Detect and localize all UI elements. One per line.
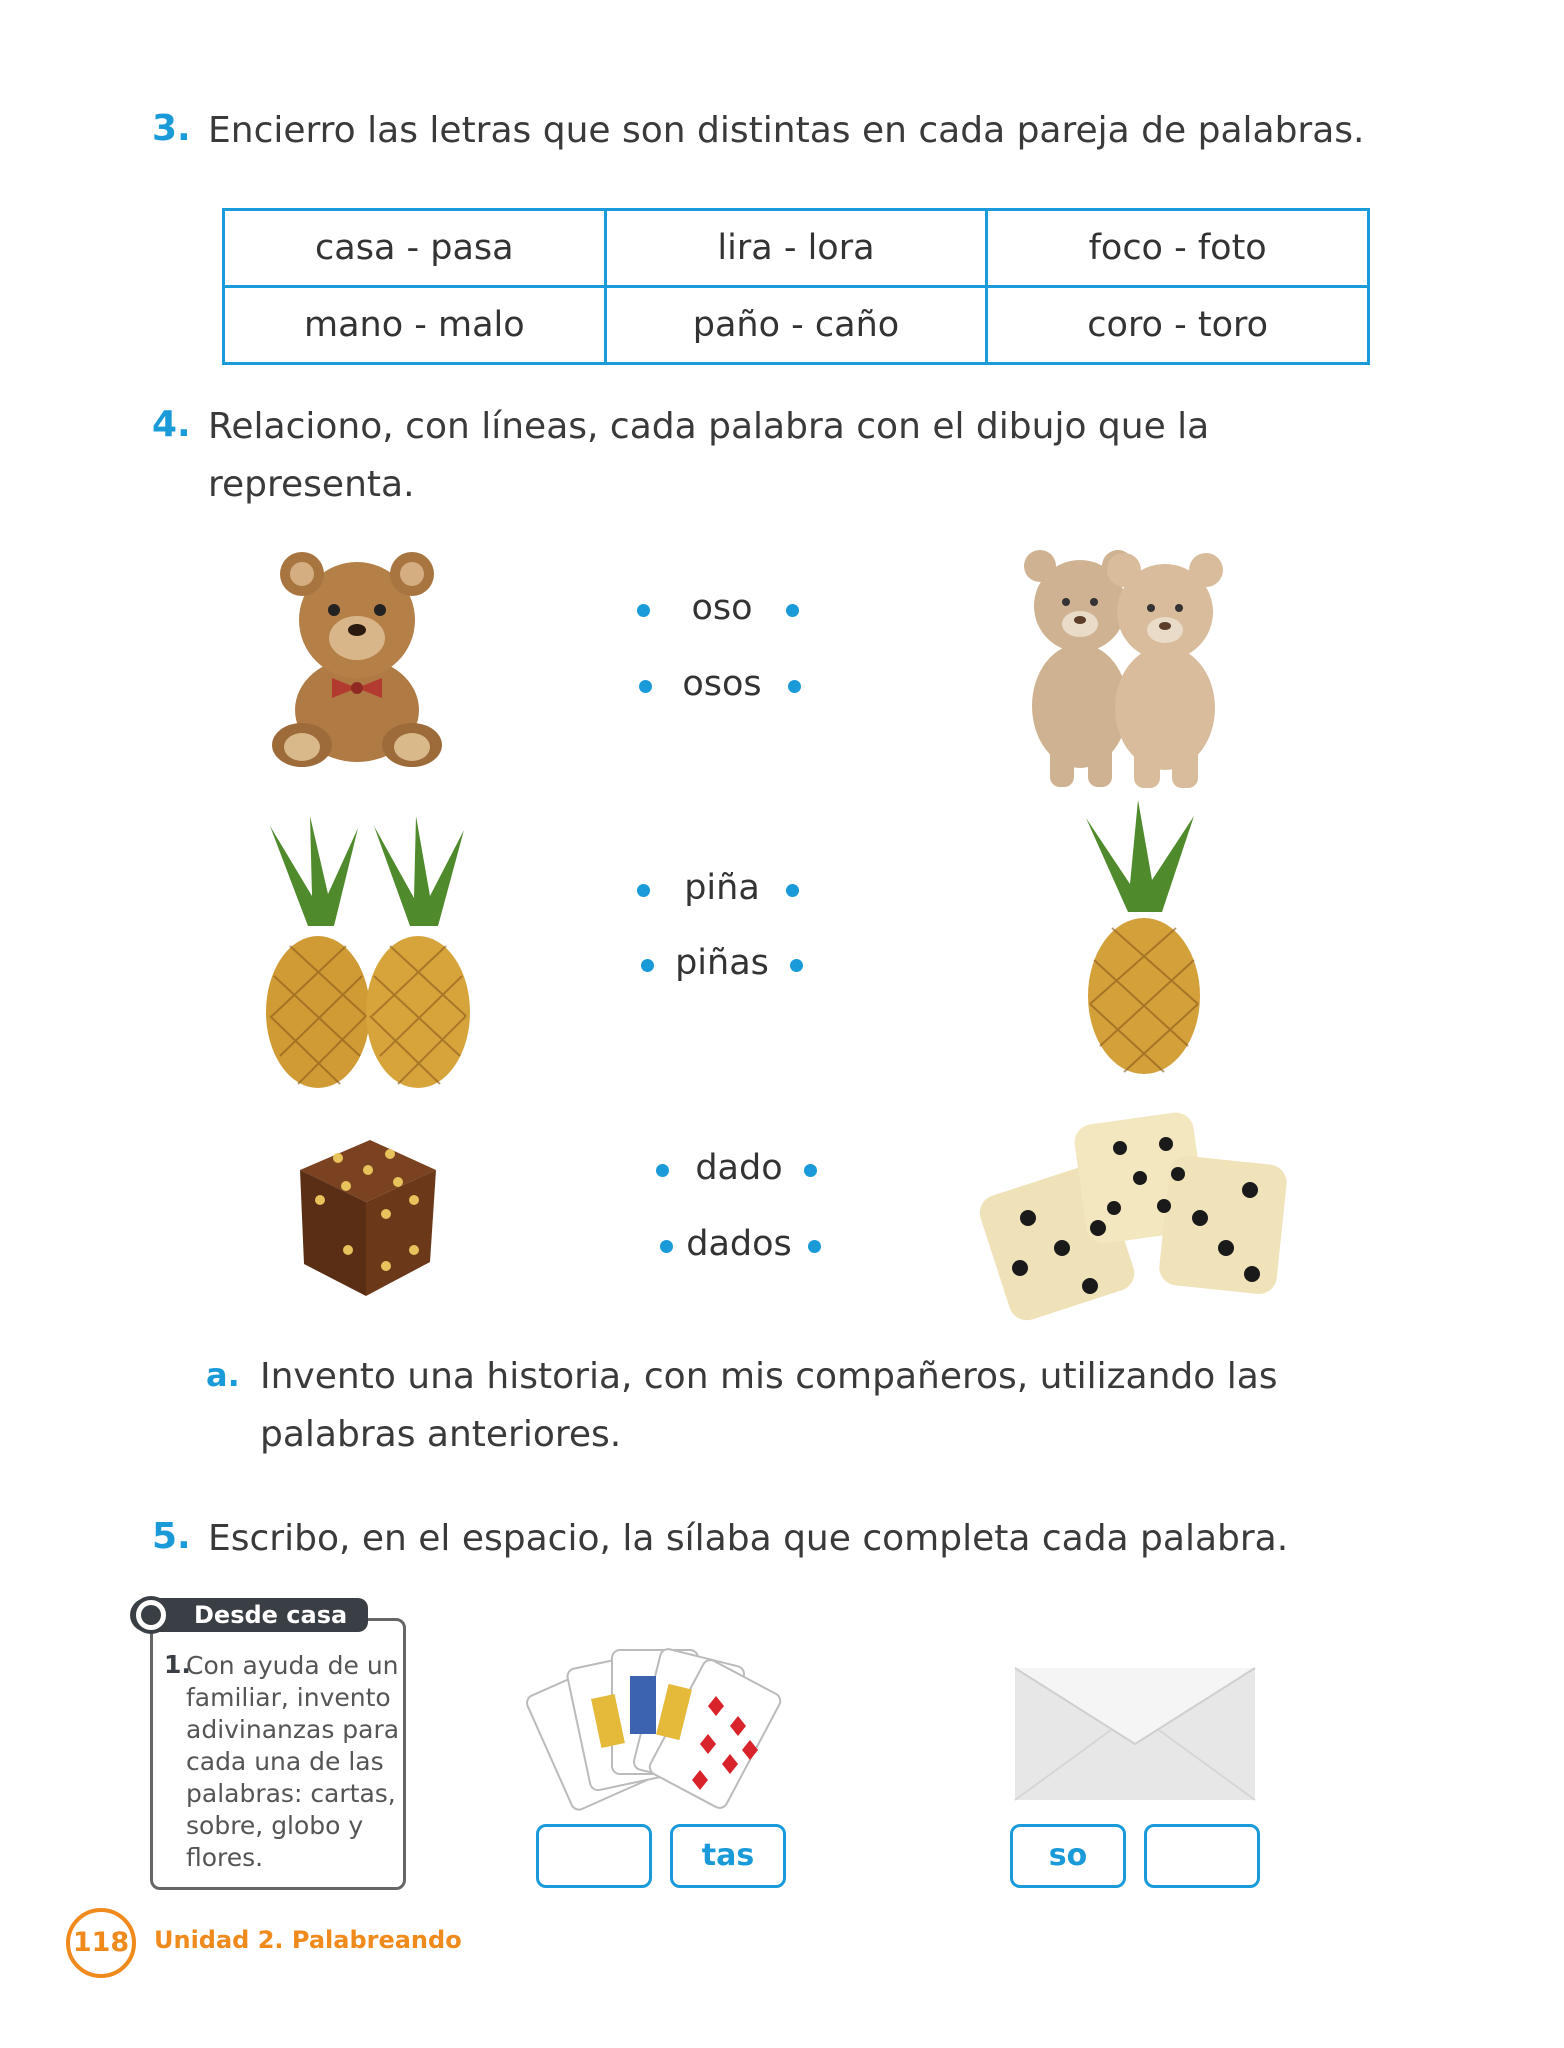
envelope-syllable-box: so — [1010, 1824, 1126, 1888]
word-dado: dado — [695, 1148, 783, 1188]
q4a-line1: Invento una historia, con mis compañeros, utilizando las — [260, 1356, 1278, 1397]
q4-number: 4. — [152, 404, 191, 445]
word-pina: piña — [684, 868, 760, 908]
wooden-die-icon — [290, 1130, 440, 1300]
envelope-blank-input[interactable] — [1144, 1824, 1260, 1888]
home-activity-number: 1. — [164, 1650, 191, 1679]
match-dot-right[interactable] — [790, 959, 803, 972]
q5-instruction: Escribo, en el espacio, la sílaba que completa cada palabra. — [208, 1518, 1289, 1559]
word-pair-cell[interactable]: casa - pasa — [224, 210, 606, 287]
word-pair-cell[interactable]: paño - caño — [605, 287, 987, 364]
cards-syllable-box: tas — [670, 1824, 786, 1888]
q4a-letter: a. — [206, 1356, 240, 1394]
unit-title: Unidad 2. Palabreando — [154, 1926, 462, 1954]
home-activity-text: Con ayuda de un familiar, invento adivinanzas para cada una de las palabras: cartas, sobre, globo y flores. — [186, 1651, 400, 1872]
word-dados: dados — [686, 1224, 792, 1264]
two-pineapples-icon — [250, 816, 480, 1090]
q4a-line2: palabras anteriores. — [260, 1414, 622, 1455]
record-icon — [132, 1596, 170, 1634]
word-pair-cell[interactable]: mano - malo — [224, 287, 606, 364]
two-teddy-bears-icon — [1010, 536, 1240, 792]
page-number: 118 — [66, 1908, 136, 1978]
word-oso: oso — [691, 588, 753, 628]
match-dot-right[interactable] — [808, 1240, 821, 1253]
teddy-bear-icon — [262, 550, 452, 770]
playing-cards-icon — [526, 1636, 778, 1814]
match-dot-right[interactable] — [788, 680, 801, 693]
word-osos: osos — [682, 664, 762, 704]
home-activity-title: Desde casa — [130, 1598, 368, 1632]
word-pair-cell[interactable]: coro - toro — [987, 287, 1369, 364]
word-pair-cell[interactable]: foco - foto — [987, 210, 1369, 287]
table-row — [224, 210, 1369, 287]
match-dot-right[interactable] — [804, 1164, 817, 1177]
pineapple-icon — [1078, 800, 1208, 1076]
q4-instruction-line2: representa. — [208, 464, 415, 505]
envelope-icon — [1015, 1668, 1255, 1800]
word-pinas: piñas — [675, 943, 769, 983]
three-dice-icon — [980, 1098, 1290, 1322]
q3-instruction: Encierro las letras que son distintas en cada pareja de palabras. — [208, 110, 1365, 151]
match-dot-right[interactable] — [786, 884, 799, 897]
q3-number: 3. — [152, 108, 191, 149]
word-pairs-table — [222, 208, 1370, 365]
cards-blank-input[interactable] — [536, 1824, 652, 1888]
match-dot-right[interactable] — [786, 604, 799, 617]
table-row — [224, 287, 1369, 364]
q5-number: 5. — [152, 1516, 191, 1557]
q4-instruction-line1: Relaciono, con líneas, cada palabra con el dibujo que la — [208, 406, 1210, 447]
word-pair-cell[interactable]: lira - lora — [605, 210, 987, 287]
